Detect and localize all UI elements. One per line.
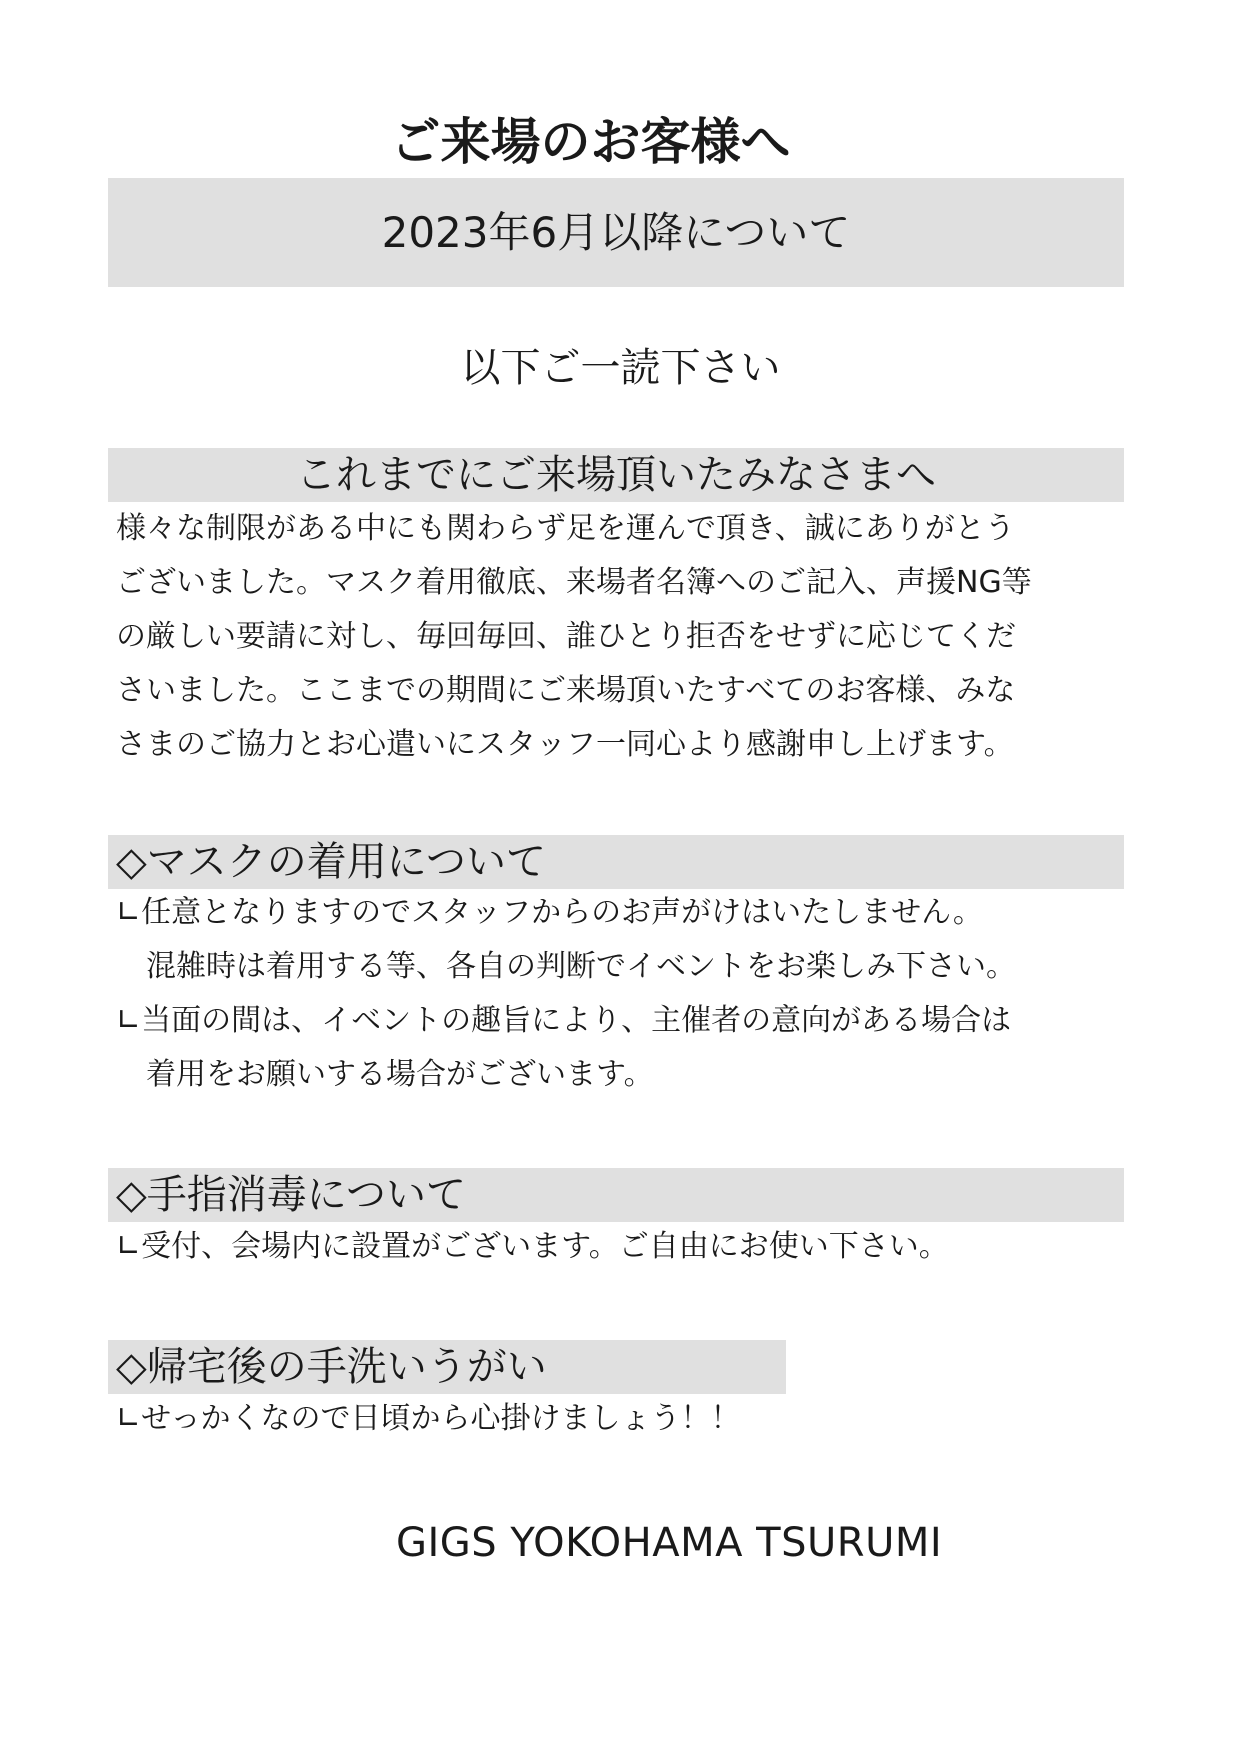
thanks-line: ございました。マスク着用徹底、来場者名簿へのご記入、声援NG等: [116, 565, 1032, 600]
thanks-line: さまのご協力とお心遣いにスタッフ一同心より感謝申し上げます。: [116, 727, 1014, 762]
mask-line: 混雑時は着用する等、各自の判断でイベントをお楽しみ下さい。: [116, 949, 1016, 984]
venue-name: GIGS YOKOHAMA TSURUMI: [396, 1520, 943, 1566]
sanitize-line: ∟受付、会場内に設置がございます。ご自由にお使い下さい。: [116, 1229, 949, 1264]
thanks-heading: これまでにご来場頂いたみなさまへ: [296, 452, 936, 498]
mask-line: ∟当面の間は、イベントの趣旨により、主催者の意向がある場合は: [116, 1003, 1012, 1038]
handwash-heading: ◇帰宅後の手洗いうがい: [116, 1344, 547, 1390]
thanks-line: 様々な制限がある中にも関わらず足を運んで頂き、誠にありがとう: [116, 511, 1015, 546]
thanks-line: さいました。ここまでの期間にご来場頂いたすべてのお客様、みな: [116, 673, 1016, 708]
thanks-line: の厳しい要請に対し、毎回毎回、誰ひとり拒否をせずに応じてくだ: [116, 619, 1016, 654]
mask-heading: ◇マスクの着用について: [116, 839, 546, 885]
subtitle: 2023年6月以降について: [381, 208, 851, 257]
mask-line: 着用をお願いする場合がございます。: [116, 1057, 654, 1092]
please-read-text: 以下ご一読下さい: [460, 345, 781, 391]
page-title: [0, 112, 1241, 172]
sanitize-heading: ◇手指消毒について: [116, 1172, 466, 1218]
page-title-text: ご来場のお客様へ: [390, 113, 791, 171]
handwash-line: ∟せっかくなので日頃から心掛けましょう！！: [116, 1401, 741, 1436]
mask-line: ∟任意となりますのでスタッフからのお声がけはいたしません。: [116, 895, 983, 930]
